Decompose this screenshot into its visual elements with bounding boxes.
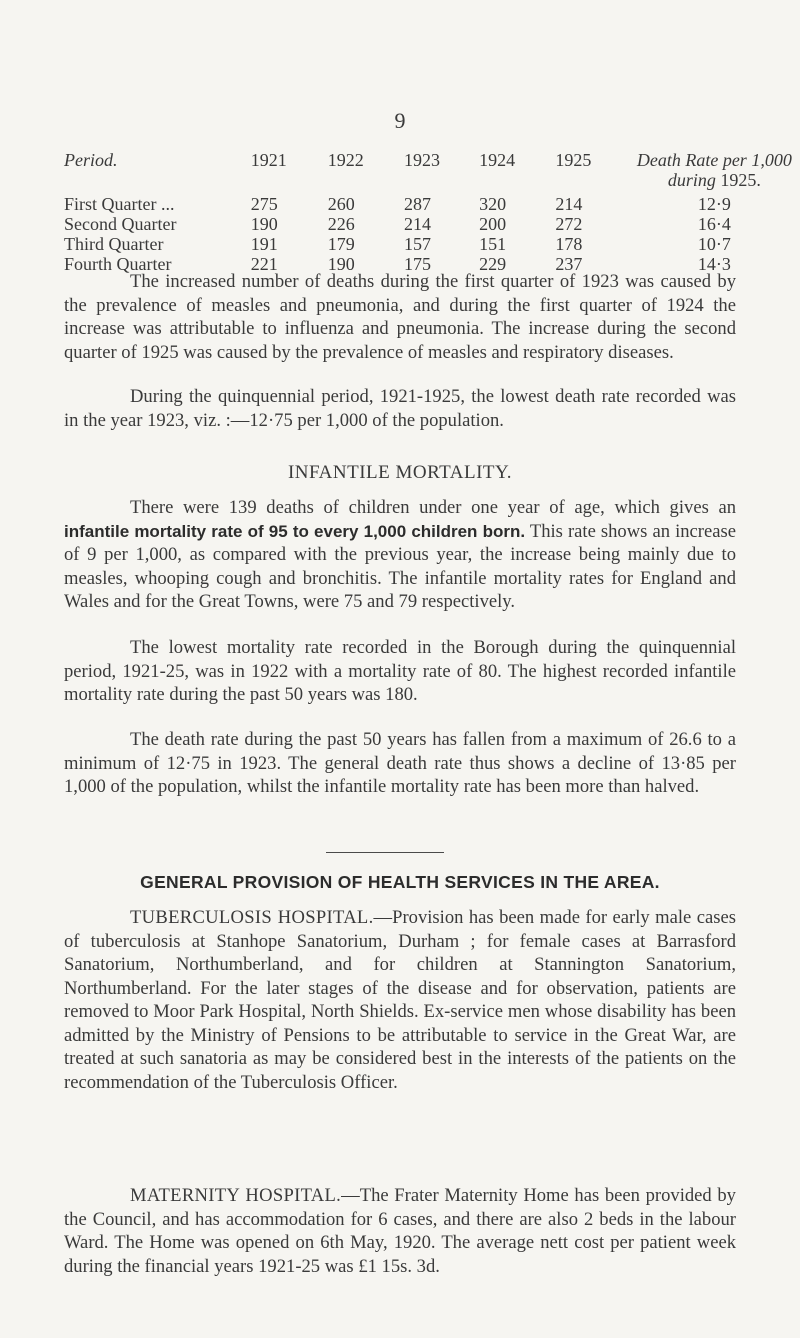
row-period: First Quarter ... — [64, 194, 175, 214]
tuberculosis-hospital-text: —Provision has been made for early male cases of tuberculosis at Stanhope Sanatorium, Durham ; for female cases at Barrasford Sanatorium, Northumberland, and for children at Stannington Sanatorium, Northumberland. For the later stages of the disease and for observation, patients are removed to Moor Park Hospital, North Shields. Ex-service men whose disability has been admitted by the Ministry of Pensions to be attributable to service in the Great War, are treated at such sanatoria as may be considered best in the interests of the patients on the recommendation of the Tuberculosis Officer. — [64, 907, 736, 1093]
header-year-1922: 1922 — [327, 150, 364, 170]
table-row — [64, 234, 800, 254]
row-value: 221 — [250, 254, 278, 274]
section-divider — [326, 852, 444, 853]
lowest-mortality-paragraph — [64, 636, 736, 707]
maternity-hospital-lead: MATERNITY HOSPITAL. — [130, 1185, 342, 1206]
row-value: 287 — [403, 194, 431, 214]
paragraph-text-start: There were 139 deaths of children under one year of age, which gives an — [130, 497, 736, 518]
infantile-rate-highlight: infantile mortality rate of 95 to every 1,000 children born. — [64, 521, 526, 541]
row-death-rate: 10·7 — [697, 234, 731, 254]
paragraph-text — [64, 1184, 736, 1278]
row-value: 190 — [327, 254, 355, 274]
row-value: 157 — [403, 234, 431, 254]
row-value: 272 — [555, 214, 583, 234]
quarterly-deaths-table — [64, 150, 800, 274]
row-value: 179 — [327, 234, 355, 254]
row-value: 200 — [479, 214, 507, 234]
header-death-rate — [629, 150, 800, 194]
infantile-mortality-paragraph — [64, 496, 736, 614]
row-death-rate: 16·4 — [697, 214, 731, 234]
lowest-death-rate-paragraph — [64, 385, 736, 432]
row-value: 229 — [479, 254, 507, 274]
death-causes-paragraph — [64, 270, 736, 364]
row-value: 260 — [327, 194, 355, 214]
table-row — [64, 214, 800, 234]
paragraph-text — [64, 496, 736, 614]
row-value: 237 — [555, 254, 583, 274]
table-header-row — [64, 150, 800, 194]
row-period: Third Quarter — [64, 234, 164, 254]
row-value: 175 — [403, 254, 431, 274]
header-year-1925: 1925 — [555, 150, 592, 170]
row-value: 320 — [479, 194, 507, 214]
row-value: 190 — [250, 214, 278, 234]
row-period: Second Quarter — [64, 214, 177, 234]
row-period: Fourth Quarter — [64, 254, 172, 274]
paragraph-text: The death rate during the past 50 years has fallen from a maximum of 26.6 to a minimum of 12·75 in 1923. The general death rate thus shows a decline of 13·85 per 1,000 of the population, whilst the infantile mortality rate has been more than halved. — [64, 729, 736, 797]
header-death-rate-line1: Death Rate per 1,000 — [636, 150, 792, 170]
maternity-hospital-paragraph — [64, 1184, 736, 1278]
death-rate-decline-paragraph — [64, 728, 736, 799]
row-death-rate: 14·3 — [697, 254, 731, 274]
header-year-1924: 1924 — [479, 150, 516, 170]
header-period: Period. — [64, 150, 118, 170]
page-number: 9 — [394, 108, 406, 133]
row-value: 226 — [327, 214, 355, 234]
paragraph-text — [64, 906, 736, 1094]
infantile-mortality-heading: INFANTILE MORTALITY. — [287, 462, 513, 483]
row-value: 151 — [479, 234, 507, 254]
row-value: 214 — [555, 194, 583, 214]
row-value: 178 — [555, 234, 583, 254]
row-value: 214 — [403, 214, 431, 234]
header-death-rate-line2 — [629, 170, 800, 190]
tuberculosis-hospital-paragraph — [64, 906, 736, 1094]
header-death-rate-year: 1925. — [720, 170, 761, 190]
row-death-rate: 12·9 — [697, 194, 731, 214]
paragraph-text: The lowest mortality rate recorded in the Borough during the quinquennial period, 1921-25, was in 1922 with a mortality rate of 80. The highest recorded infantile mortality rate during the past 50 years was 180. — [64, 637, 736, 705]
paragraph-text: The increased number of deaths during the first quarter of 1923 was caused by the prevalence of measles and pneumonia, and during the first quarter of 1924 the increase was attributable to influenza and pneumonia. The increase during the second quarter of 1925 was caused by the prevalence of measles and respiratory diseases. — [64, 271, 736, 363]
header-year-1921: 1921 — [250, 150, 287, 170]
paragraph-text: During the quinquennial period, 1921-1925, the lowest death rate recorded was in the year 1923, viz. :—12·75 per 1,000 of the population. — [64, 386, 736, 431]
paragraph-text-end: This rate shows an increase of 9 per 1,000, as compared with the previous year, the increase being mainly due to measles, whooping cough and bronchitis. The infantile mortality rates for England and Wales and for the Great Towns, were 75 and 79 respectively. — [64, 520, 736, 612]
tuberculosis-hospital-lead: TUBERCULOSIS HOSPITAL. — [130, 907, 374, 928]
health-services-heading: GENERAL PROVISION OF HEALTH SERVICES IN THE AREA. — [140, 872, 660, 892]
header-death-rate-during: during — [667, 170, 716, 190]
row-value: 191 — [250, 234, 278, 254]
maternity-hospital-text: —The Frater Maternity Home has been provided by the Council, and has accommodation for 6 cases, and there are also 2 beds in the labour Ward. The Home was opened on 6th May, 1920. The average nett cost per patient week during the financial years 1921-25 was £1 15s. 3d. — [64, 1185, 736, 1277]
row-value: 275 — [250, 194, 278, 214]
header-year-1923: 1923 — [403, 150, 440, 170]
table-row — [64, 194, 800, 214]
